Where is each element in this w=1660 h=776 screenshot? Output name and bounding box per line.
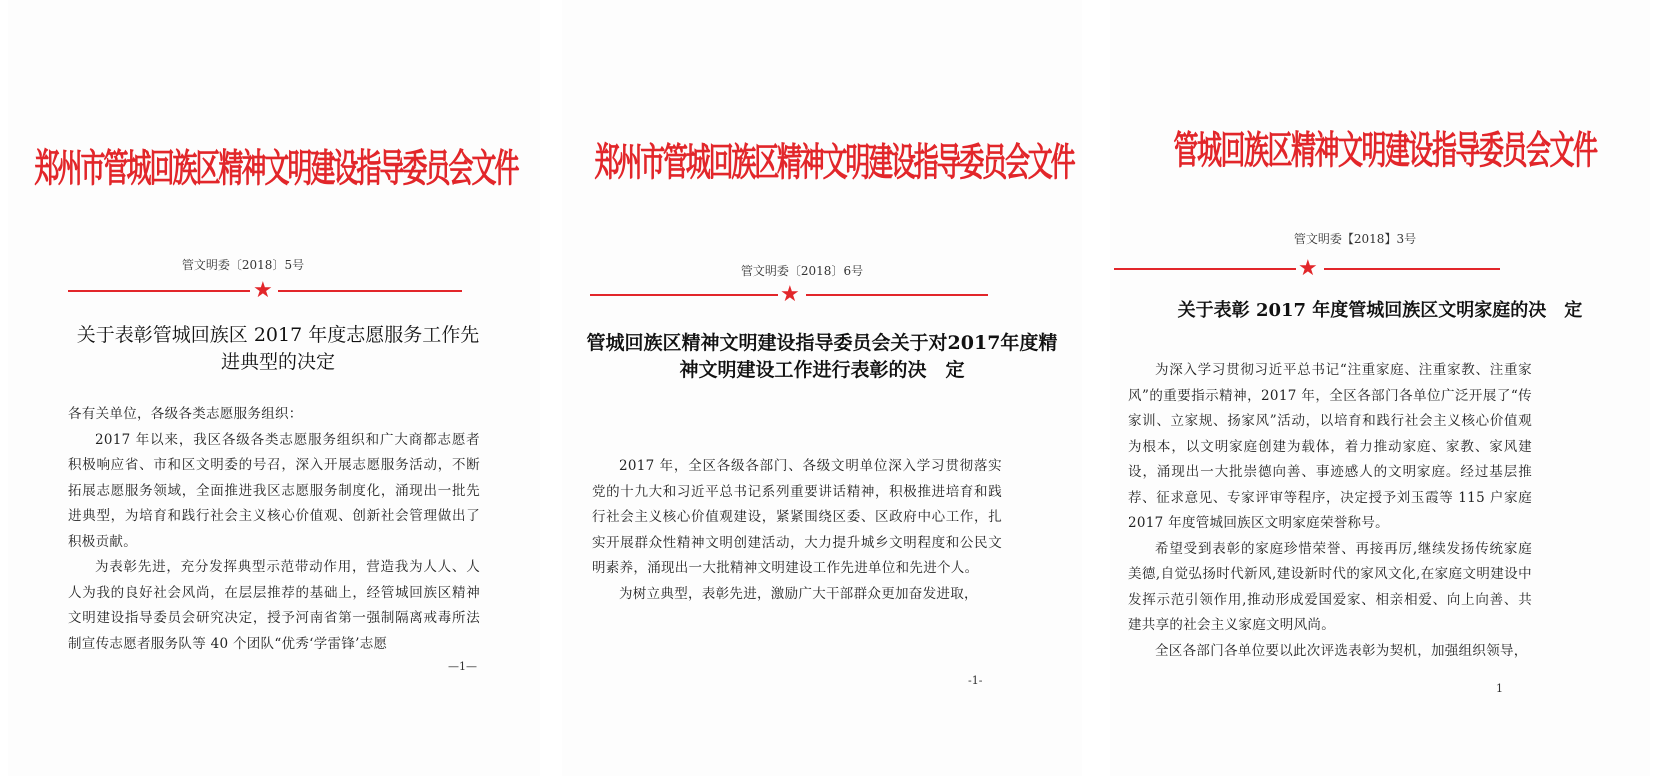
paragraph: 为表彰先进，充分发挥典型示范带动作用，营造我为人人、人人为我的良好社会风尚，在层层推荐的基础上，经管城回族区精神文明建设指导委员会研究决定，授予河南省第一强制隔离戒毒所法制宣传志愿者服务队等 40 个团队“优秀‘学雷锋’志愿 bbox=[68, 559, 480, 652]
red-rule-left bbox=[68, 290, 250, 292]
document-page-2 bbox=[562, 0, 1082, 776]
document-number: 管文明委〔2018〕6号 bbox=[740, 264, 864, 278]
red-rule-left bbox=[590, 294, 778, 296]
red-rule-right bbox=[806, 294, 988, 296]
document-title: 关于表彰管城回族区 2017 年度志愿服务工作先进典型的决定 bbox=[76, 324, 480, 373]
red-rule-right bbox=[278, 290, 462, 292]
page-number: -1- bbox=[968, 674, 983, 687]
paragraph: 2017 年，全区各级各部门、各级文明单位深入学习贯彻落实党的十九大和习近平总书记系列重要讲话精神，积极推进培育和践行社会主义核心价值观建设，紧紧围绕区委、区政府中心工作，扎实开展群众性精神文明创建活动，大力提升城乡文明程度和公民文明素养，涌现出一大批精神文明建设工作先进单位和先进个人。 bbox=[592, 458, 1002, 576]
paragraph: 各有关单位，各级各类志愿服务组织： bbox=[68, 406, 303, 422]
document-body bbox=[1128, 358, 1532, 664]
paragraph: 为深入学习贯彻习近平总书记“注重家庭、注重家教、注重家风”的重要指示精神，2017 年，全区各部门各单位广泛开展了“传家训、立家规、扬家风”活动，以培育和践行社会主义核心价值观为根本，以文明家庭创建为载体，着力推动家庭、家教、家风建设，涌现出一大批崇德向善、事迹感人的文明家庭。经过基层推荐、征求意见、专家评审等程序，决定授予刘玉霞等 115 户家庭 2017 年度管城回族区文明家庭荣誉称号。 bbox=[1128, 362, 1532, 531]
red-rule-left bbox=[1114, 268, 1296, 270]
page-number: —1— bbox=[448, 660, 477, 673]
paragraph: 全区各部门各单位要以此次评选表彰为契机，加强组织领导， bbox=[1155, 642, 1528, 659]
document-header: 郑州市管城回族区精神文明建设指导委员会文件 bbox=[34, 145, 518, 191]
paragraph: 2017 年以来，我区各级各类志愿服务组织和广大商都志愿者积极响应省、市和区文明委的号召，深入开展志愿服务活动，不断拓展志愿服务领域，全面推进我区志愿服务制度化，涌现出一批先进典型，为培育和践行社会主义核心价值观、创新社会管理做出了积极贡献。 bbox=[68, 431, 480, 550]
star-icon: ★ bbox=[253, 278, 273, 303]
document-number: 管文明委【2018】3号 bbox=[1293, 232, 1417, 246]
document-body bbox=[68, 402, 480, 657]
star-icon: ★ bbox=[1298, 256, 1318, 281]
document-body bbox=[592, 454, 1002, 607]
document-page-1 bbox=[8, 0, 540, 776]
paragraph: 希望受到表彰的家庭珍惜荣誉、再接再厉,继续发扬传统家庭美德,自觉弘扬时代新风,建设新时代的家风文化,在家庭文明建设中发挥示范引领作用,推动形成爱国爱家、相亲相爱、向上向善、共建共享的社会主义家庭文明风尚。 bbox=[1128, 540, 1532, 633]
red-rule-right bbox=[1324, 268, 1500, 270]
page-number: 1 bbox=[1496, 682, 1503, 695]
document-number: 管文明委〔2018〕5号 bbox=[181, 258, 305, 272]
star-icon: ★ bbox=[780, 282, 800, 307]
document-title: 关于表彰 2017 年度管城回族区文明家庭的决 定 bbox=[1177, 300, 1583, 321]
paragraph: 为树立典型，表彰先进，激励广大干部群众更加奋发进取， bbox=[619, 585, 978, 602]
document-header: 管城回族区精神文明建设指导委员会文件 bbox=[1173, 127, 1597, 173]
document-title: 管城回族区精神文明建设指导委员会关于对2017年度精神文明建设工作进行表彰的决 定 bbox=[586, 332, 1058, 381]
document-header: 郑州市管城回族区精神文明建设指导委员会文件 bbox=[594, 139, 1074, 185]
document-page-3 bbox=[1110, 0, 1650, 776]
